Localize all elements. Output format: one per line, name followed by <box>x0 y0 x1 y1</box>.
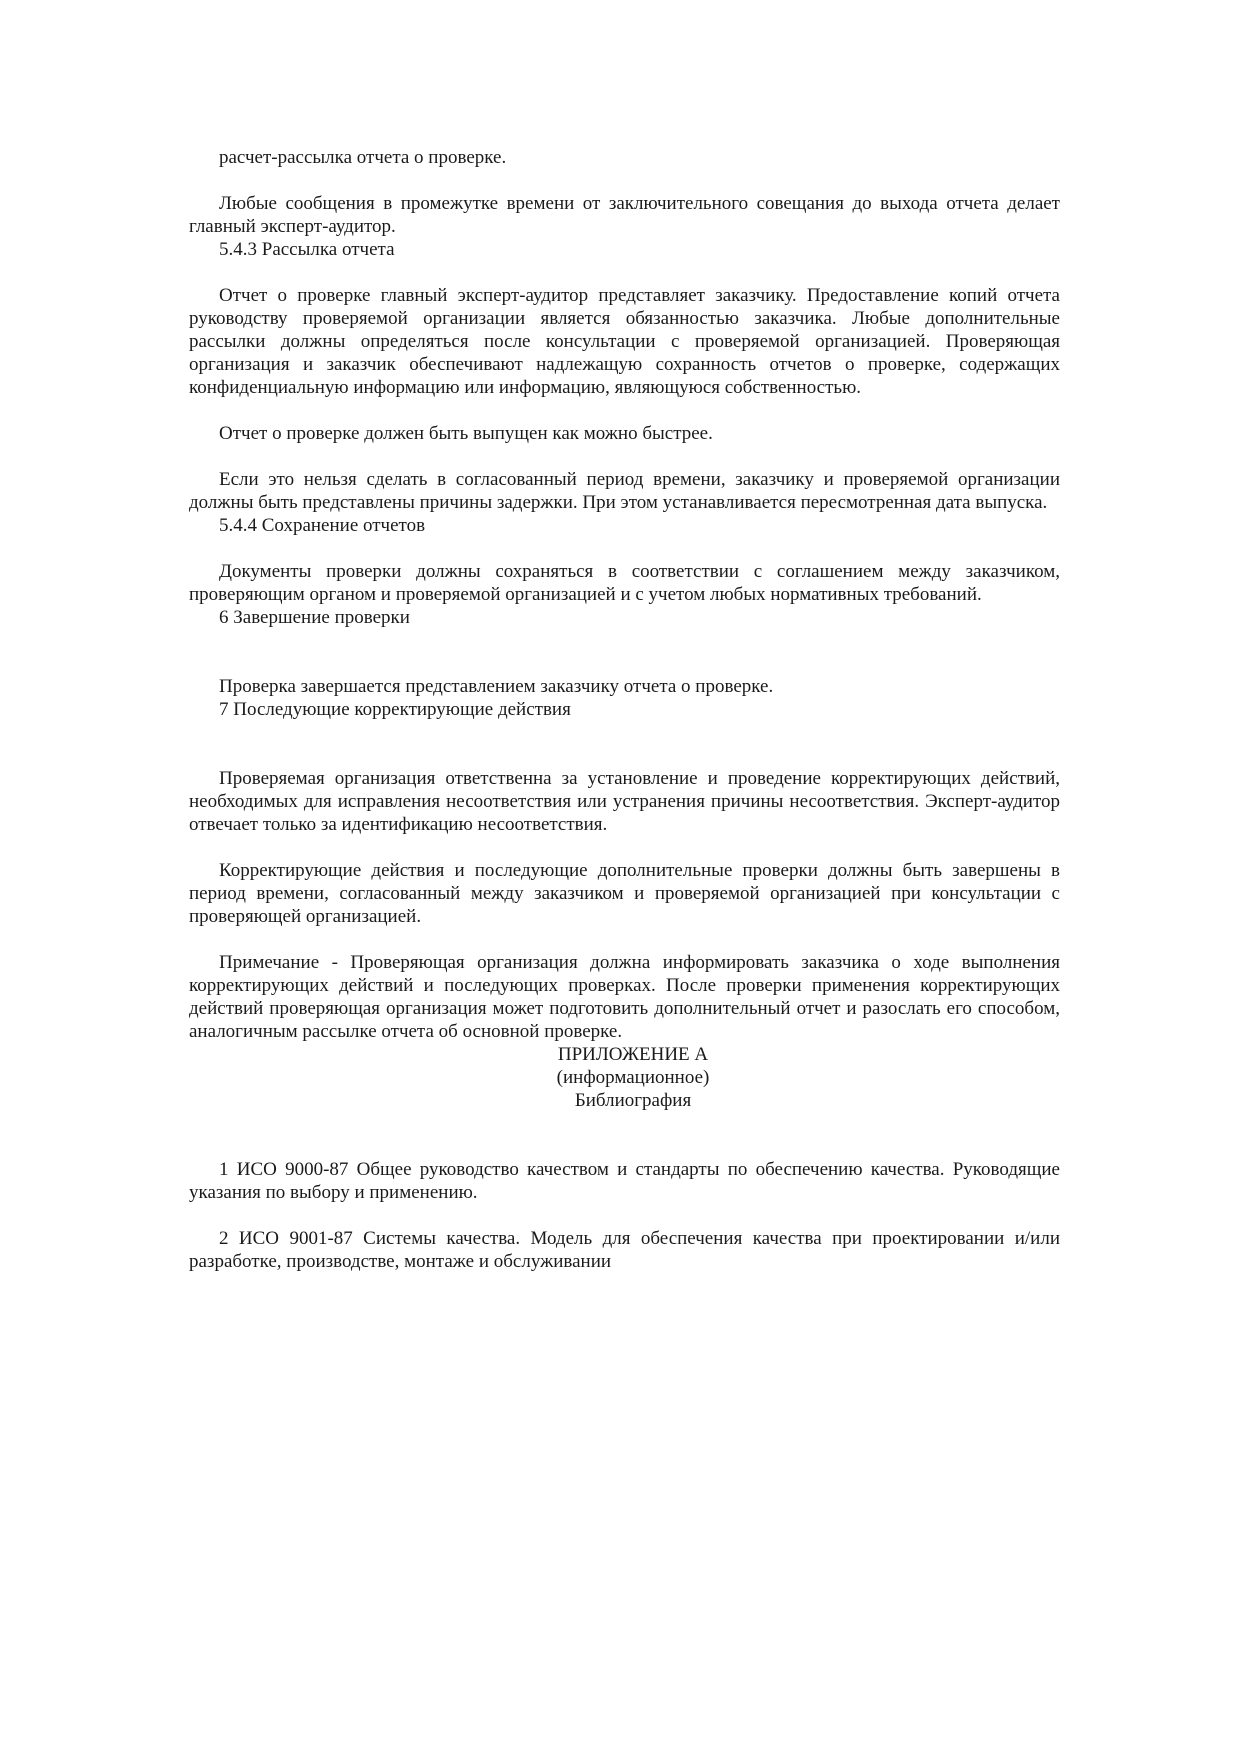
section-heading-5-4-3: 5.4.3 Рассылка отчета <box>219 239 395 260</box>
paragraph-report-distribution-calc: расчет-рассылка отчета о проверке. <box>219 147 507 168</box>
paragraph-report-asap: Отчет о проверке должен быть выпущен как можно быстрее. <box>219 423 713 444</box>
paragraph-report-retention: Документы проверки должны сохраняться в соответствии с соглашением между заказчиком, проверяющим органом и проверяемой организацией и с учетом любых нормативных требований. <box>189 561 1060 605</box>
appendix-title: ПРИЛОЖЕНИЕ А <box>557 1044 709 1065</box>
section-heading-5-4-4: 5.4.4 Сохранение отчетов <box>219 515 426 536</box>
document-body <box>189 146 1060 1273</box>
paragraph-corrective-responsibility: Проверяемая организация ответственна за установление и проведение корректирующих действий, необходимых для исправления несоответствия или устранения причины несоответствия. Эксперт-аудитор отвечает только за идентификацию несоответствия. <box>189 768 1060 835</box>
paragraph-messages-chief-auditor: Любые сообщения в промежутке времени от заключительного совещания до выхода отчета делает главный эксперт-аудитор. <box>189 193 1060 237</box>
paragraph-corrective-followup: Корректирующие действия и последующие дополнительные проверки должны быть завершены в период времени, согласованный между заказчиком и проверяемой организацией при консультации с проверяющей организацией. <box>189 860 1060 927</box>
appendix-subtitle: (информационное) <box>556 1067 710 1088</box>
bibliography-item-1: 1 ИСО 9000-87 Общее руководство качеством и стандарты по обеспечению качества. Руководящие указания по выбору и применению. <box>189 1159 1060 1203</box>
paragraph-report-delivery: Отчет о проверке главный эксперт-аудитор представляет заказчику. Предоставление копий отчета руководству проверяемой организации является обязанностью заказчика. Любые дополнительные рассылки должны определяться после консультации с проверяемой организацией. Проверяющая организация и заказчик обеспечивают надлежащую сохранность отчетов о проверке, содержащих конфиденциальную информацию или информацию, являющуюся собственностью. <box>189 285 1060 398</box>
paragraph-audit-completion: Проверка завершается представлением заказчику отчета о проверке. <box>219 676 774 697</box>
paragraph-note: Примечание - Проверяющая организация должна информировать заказчика о ходе выполнения корректирующих действий и последующих проверках. После проверки применения корректирующих действий проверяющая организация может подготовить дополнительный отчет и разослать его способом, аналогичным рассылке отчета об основной проверке. <box>189 952 1060 1042</box>
bibliography-item-2: 2 ИСО 9001-87 Системы качества. Модель для обеспечения качества при проектировании и/или разработке, производстве, монтаже и обслуживании <box>189 1228 1060 1272</box>
bibliography-title: Библиография <box>574 1090 692 1111</box>
paragraph-report-delay: Если это нельзя сделать в согласованный период времени, заказчику и проверяемой организации должны быть представлены причины задержки. При этом устанавливается пересмотренная дата выпуска. <box>189 469 1060 513</box>
section-heading-6: 6 Завершение проверки <box>219 607 410 628</box>
section-heading-7: 7 Последующие корректирующие действия <box>219 699 571 720</box>
